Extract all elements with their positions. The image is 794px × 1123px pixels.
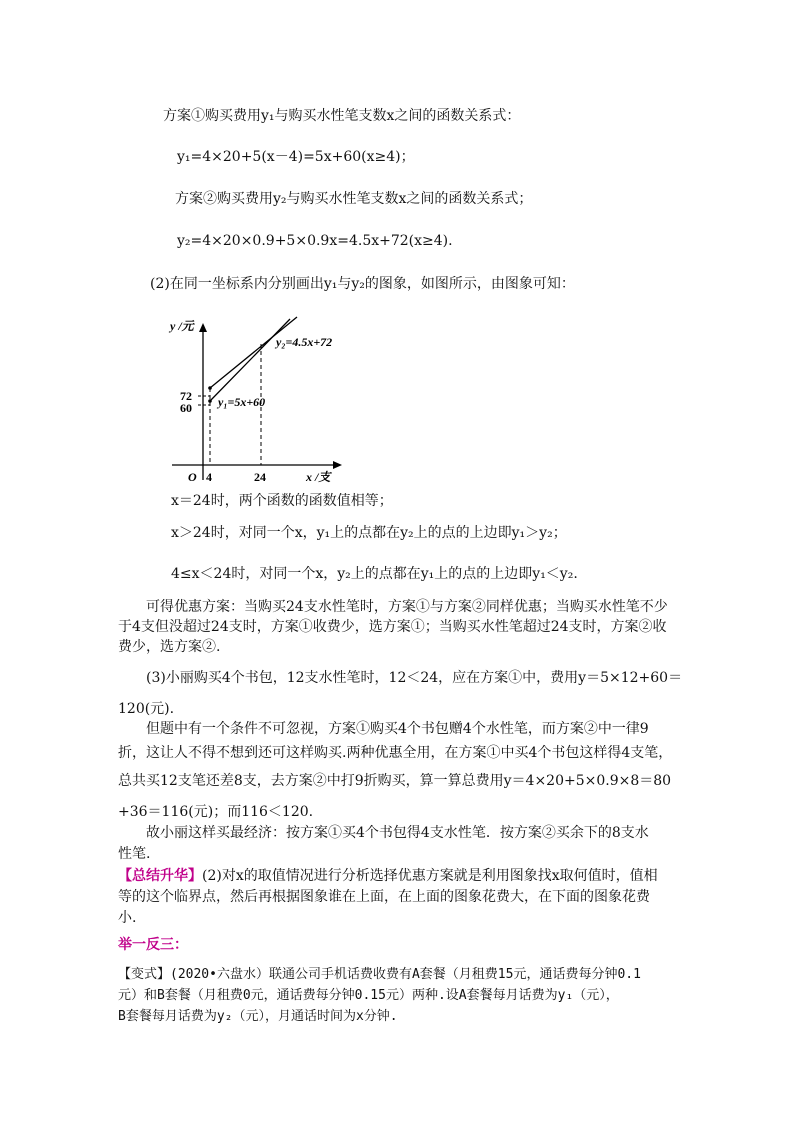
exercise-line1: 【变式】(2020•六盘水）联通公司手机话费收费有A套餐（月租费15元，通话费每分钟0.1 [118,967,641,982]
option-conclusion-3: 费少，选方案②. [118,639,221,655]
exercise-line3: B套餐每月话费为y₂（元），月通话时间为x分钟. [118,1009,398,1024]
x-axis-label: x /支 [306,470,331,484]
conclusion-equal: x＝24时，两个函数的函数值相等； [171,493,393,509]
y-axis-arrow [199,323,207,332]
origin-label: O [188,470,197,484]
option-conclusion-1: 可得优惠方案：当购买24支水性笔时，方案①与方案②同样优惠；当购买水性笔不少 [146,599,668,615]
x-axis-arrow [333,461,342,469]
part3-line7: 故小丽这样买最经济：按方案①买4个书包得4支水性笔．按方案②买余下的8支水 [146,825,649,841]
line-y2 [210,317,297,388]
part3-line3: 但题中有一个条件不可忽视，方案①购买4个书包赠4个水性笔，而方案②中一律9 [146,721,649,737]
equation-y1: y₁=4×20+5(x－4)=5x+60(x≥4)； [177,149,415,165]
equation-y2: y₂=4×20×0.9+5×0.9x=4.5x+72(x≥4). [177,233,453,249]
part3-line4: 折，这让人不得不想到还可这样购买.两种优惠全用，在方案①中买4个书包这样得4支笔， [118,745,673,761]
part3-line6: +36＝116(元)；而116＜120. [118,804,314,820]
part2-intro: (2)在同一坐标系内分别画出y₁与y₂的图象，如图所示，由图象可知： [150,276,575,292]
part3-line1: (3)小丽购买4个书包，12支水性笔时，12＜24，应在方案①中，费用y＝5×12+60＝ [146,670,683,686]
p1-intro: 方案①购买费用y₁与购买水性笔支数x之间的函数关系式： [163,108,521,124]
part3-line8: 性笔. [118,846,151,862]
exercise-heading: 举一反三： [118,937,188,953]
p2-intro: 方案②购买费用y₂与购买水性笔支数x之间的函数关系式； [175,191,533,207]
y-axis-label: y /元 [170,319,194,333]
summary-text1: (2)对x的取值情况进行分析选择优惠方案就是利用图象找x取何值时，值相 [202,868,658,884]
line-y1 [210,319,290,401]
exercise-line2: 元）和B套餐（月租费0元，通话费每分钟0.15元）两种.设A套餐每月话费为y₁（元）， [118,988,619,1003]
function-graph [160,308,360,488]
summary-line3: 小. [118,910,137,926]
summary-line1 [118,867,658,885]
line1-label: y₁=5x+60 [218,395,266,409]
line2-label: y₂=4.5x+72 [276,335,333,349]
part3-line5: 总共买12支笔还差8支，去方案②中打9折购买，算一算总费用y＝4×20+5×0.9×8＝80 [118,773,672,789]
x-tick-24: 24 [254,470,266,484]
conclusion-greater: x＞24时，对同一个x，y₁上的点都在y₂上的点的上边即y₁＞y₂； [171,525,567,541]
x-tick-4: 4 [206,470,212,484]
part3-line2: 120(元). [118,701,175,717]
summary-line2: 等的这个临界点，然后再根据图象谁在上面，在上面的图象花费大，在下面的图象花费 [118,889,650,905]
summary-tag: 【总结升华】 [118,868,202,884]
option-conclusion-2: 于4支但没超过24支时，方案①收费少，选方案①；当购买水性笔超过24支时，方案②收 [118,619,667,635]
y-tick-72: 72 [180,389,192,403]
y-tick-60: 60 [180,401,192,415]
conclusion-less: 4≤x＜24时，对同一个x，y₂上的点都在y₁上的点的上边即y₁＜y₂. [171,566,578,582]
